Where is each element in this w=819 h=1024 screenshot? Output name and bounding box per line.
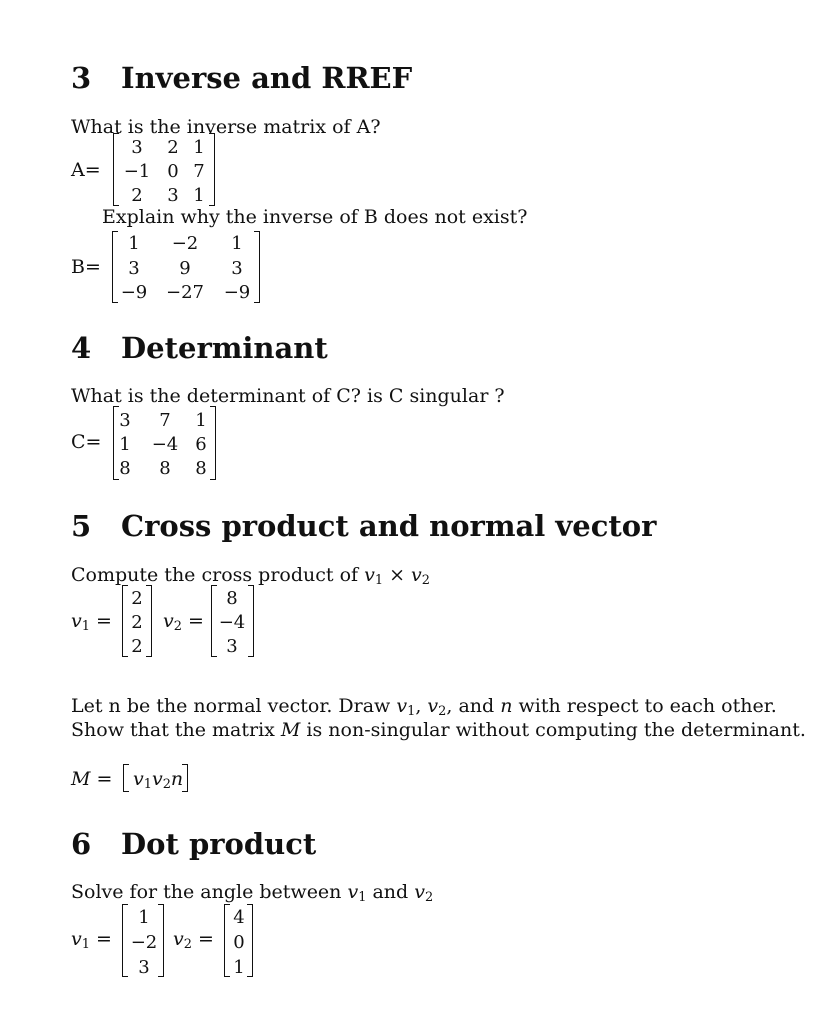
matrix-cell: 3 [138,957,150,978]
matrix-cell: 3 [167,185,179,206]
text: , [415,695,428,717]
subscript: 2 [424,890,434,906]
text: Solve for the angle between [71,881,348,903]
matrix-cell: 8 [159,458,171,479]
matrix-cell: 1 [193,137,205,158]
matrix-cell: −4 [218,612,246,633]
section-title: Cross product and normal vector [121,509,657,543]
text: Compute the cross product of [71,564,365,586]
matrix-cell: 1 [195,410,207,431]
matrix-cell: 3 [231,258,243,279]
subscript: 1 [81,937,90,953]
question-inverse-a: What is the inverse matrix of A? [71,116,381,138]
section-number: 6 [71,827,92,861]
var-v: v [163,610,174,632]
subscript: 1 [143,777,152,793]
question-determinant: What is the determinant of C? is C singular ? [71,385,505,407]
subscript: 1 [81,619,90,635]
section-title: Inverse and RREF [121,61,413,95]
matrix-cell: 3 [131,137,143,158]
matrix-cell: 2 [167,137,179,158]
matrix-cell: −2 [130,932,158,953]
text: Let n be the normal vector. Draw [71,695,397,717]
text: Show that the matrix [71,719,281,741]
matrix-cell: 3 [226,636,238,657]
vector-v2-label [173,928,214,953]
subscript: 1 [407,704,416,720]
section-6-heading [71,827,317,861]
equals: = [89,610,112,632]
section-title: Dot product [121,827,317,861]
vector-v2 [224,904,253,977]
matrix-cell: −2 [171,233,199,254]
section-number: 5 [71,509,92,543]
var-v: v [133,768,144,790]
subscript: 2 [183,937,192,953]
matrix-cell: −9 [120,282,148,303]
matrix-cell: −9 [223,282,251,303]
equals: = [90,768,113,790]
var-v: v [414,881,425,903]
subscript: 2 [173,619,182,635]
equals: = [89,928,112,950]
section-4-heading [71,331,328,365]
matrix-m-columns [133,768,184,793]
bracket-left [123,764,129,792]
matrix-cell: 1 [138,907,150,928]
subscript: 1 [358,890,367,906]
vector-v1-label [71,610,112,635]
text: , and [446,695,501,717]
text: and [366,881,415,903]
subscript: 2 [421,573,430,589]
matrix-c-label: C= [71,431,102,453]
text: is non-singular without computing the determinant. [300,719,806,741]
section-title: Determinant [121,331,328,365]
matrix-cell: 0 [167,161,179,182]
vector-v1-label [71,928,112,953]
section-number: 3 [71,61,92,95]
matrix-cell: 1 [193,185,205,206]
question-dot-product [71,881,434,906]
matrix-cell: 1 [231,233,243,254]
section-number: 4 [71,331,92,365]
matrix-cell: 1 [119,434,131,455]
matrix-cell: 4 [233,907,245,928]
vector-v1 [122,585,152,657]
normal-vector-paragraph-line1 [71,695,777,720]
matrix-cell: 8 [119,458,131,479]
var-v: v [347,881,359,903]
vector-v2-label [163,610,204,635]
question-cross-product [71,564,430,589]
var-v: v [364,564,375,586]
matrix-m-row [123,764,188,792]
section-3-heading [71,61,413,95]
matrix-cell: −1 [123,161,151,182]
var-m: M [280,719,301,741]
matrix-cell: 3 [128,258,140,279]
matrix-cell: 1 [233,957,245,978]
var-v: v [173,928,184,950]
matrix-cell: 0 [233,932,245,953]
var-n: n [500,695,513,717]
vector-v1 [122,904,164,977]
matrix-a-label: A= [71,159,101,181]
var-v: v [411,564,422,586]
matrix-cell: 8 [195,458,207,479]
var-v: v [427,695,439,717]
var-v: v [71,928,82,950]
var-v: v [396,695,408,717]
var-n: n [170,768,184,790]
text: with respect to each other. [512,695,777,717]
var-v: v [151,768,163,790]
normal-vector-paragraph-line2 [71,721,806,740]
matrix-cell: 7 [193,161,205,182]
matrix-cell: −27 [166,282,204,303]
matrix-a [113,133,215,206]
vector-v2 [211,585,254,657]
section-5-heading [71,509,657,543]
matrix-cell: 2 [131,185,143,206]
var-m: M [71,768,91,790]
matrix-cell: 2 [131,636,143,657]
question-inverse-b: Explain why the inverse of B does not exist? [102,206,528,228]
matrix-cell: 7 [159,410,171,431]
matrix-cell: −4 [151,434,179,455]
matrix-b-label: B= [71,256,101,278]
matrix-cell: 1 [128,233,140,254]
matrix-cell: 9 [179,258,191,279]
matrix-b [112,231,260,303]
subscript: 1 [374,573,384,589]
matrix-m-definition [71,770,112,789]
equals: = [191,928,214,950]
matrix-cell: 8 [226,588,238,609]
var-v: v [71,610,82,632]
equals: = [181,610,204,632]
matrix-c [113,406,216,480]
times-symbol: × [383,564,412,586]
subscript: 2 [438,704,447,720]
matrix-cell: 2 [131,612,143,633]
subscript: 2 [162,777,171,793]
matrix-cell: 2 [131,588,143,609]
matrix-cell: 3 [119,410,131,431]
matrix-cell: 6 [195,434,207,455]
